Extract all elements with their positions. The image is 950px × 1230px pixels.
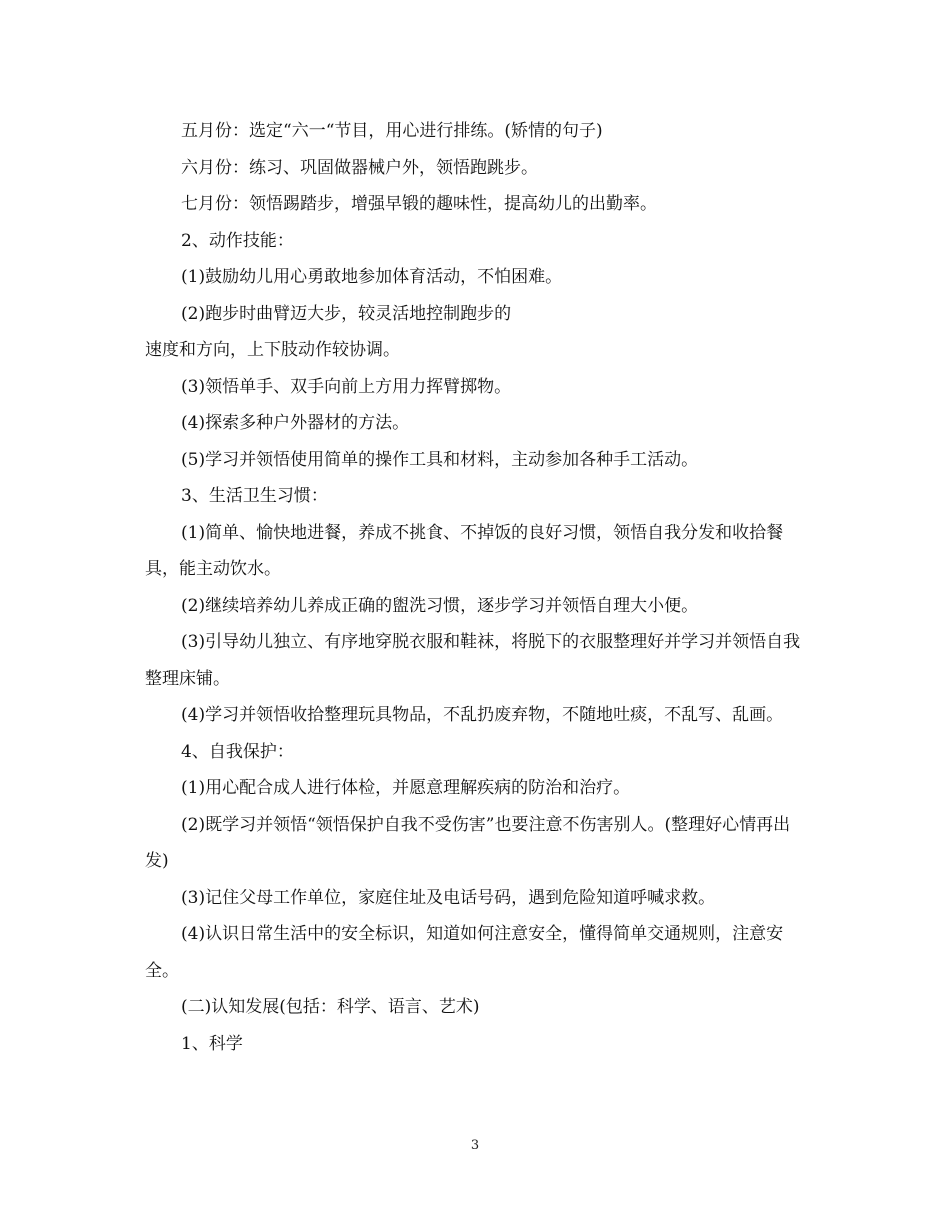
page-number: 3 xyxy=(470,1138,480,1153)
heading-hygiene-habits: 3、生活卫生习惯： xyxy=(181,486,328,506)
paragraph-motor-1: (1)鼓励幼儿用心勇敢地参加体育活动，不怕困难。 xyxy=(181,267,563,287)
paragraph-motor-2b: 速度和方向，上下肢动作较协调。 xyxy=(145,340,400,360)
paragraph-protection-2: (2)既学习并领悟“领悟保护自我不受伤害”也要注意不伤害别人。(整理好心情再出发) xyxy=(145,814,791,871)
paragraph-protection-4: (4)认识日常生活中的安全标识，知道如何注意安全，懂得简单交通规则，注意安全。 xyxy=(145,924,784,981)
paragraph-may-plan: 五月份：选定“六一“节目，用心进行排练。(矫情的句子) xyxy=(181,121,603,141)
paragraph-motor-3: (3)领悟单手、双手向前上方用力挥臂掷物。 xyxy=(181,376,512,397)
paragraph-protection-1: (1)用心配合成人进行体检，并愿意理解疾病的防治和治疗。 xyxy=(181,778,631,798)
paragraph-hygiene-4: (4)学习并领悟收拾整理玩具物品，不乱扔废弃物，不随地吐痰，不乱写、乱画。 xyxy=(181,705,784,725)
paragraph-hygiene-1: (1)简单、愉快地进餐，养成不挑食、不掉饭的良好习惯，领悟自我分发和收拾餐具，能主动饮水。 xyxy=(145,522,784,579)
paragraph-hygiene-2: (2)继续培养幼儿养成正确的盥洗习惯，逐步学习并领悟自理大小便。 xyxy=(181,595,699,616)
paragraph-july-plan: 七月份：领悟踢踏步，增强早锻的趣味性，提高幼儿的出勤率。 xyxy=(181,194,657,214)
document-body xyxy=(145,113,810,1062)
paragraph-protection-3: (3)记住父母工作单位，家庭住址及电话号码，遇到危险知道呼喊求救。 xyxy=(181,887,716,908)
paragraph-motor-4: (4)探索多种户外器材的方法。 xyxy=(181,413,410,433)
heading-motor-skills: 2、动作技能： xyxy=(181,230,294,251)
heading-cognitive-development: (二)认知发展(包括：科学、语言、艺术) xyxy=(181,997,480,1017)
paragraph-motor-2a: (2)跑步时曲臂迈大步，较灵活地控制跑步的 xyxy=(181,303,512,324)
paragraph-june-plan: 六月份：练习、巩固做器械户外，领悟跑跳步。 xyxy=(181,157,538,178)
heading-science: 1、科学 xyxy=(181,1033,243,1054)
paragraph-hygiene-3: (3)引导幼儿独立、有序地穿脱衣服和鞋袜，将脱下的衣服整理好并学习并领悟自我整理床铺。 xyxy=(145,632,801,689)
paragraph-motor-5: (5)学习并领悟使用简单的操作工具和材料，主动参加各种手工活动。 xyxy=(181,449,699,470)
heading-self-protection: 4、自我保护： xyxy=(181,741,294,762)
